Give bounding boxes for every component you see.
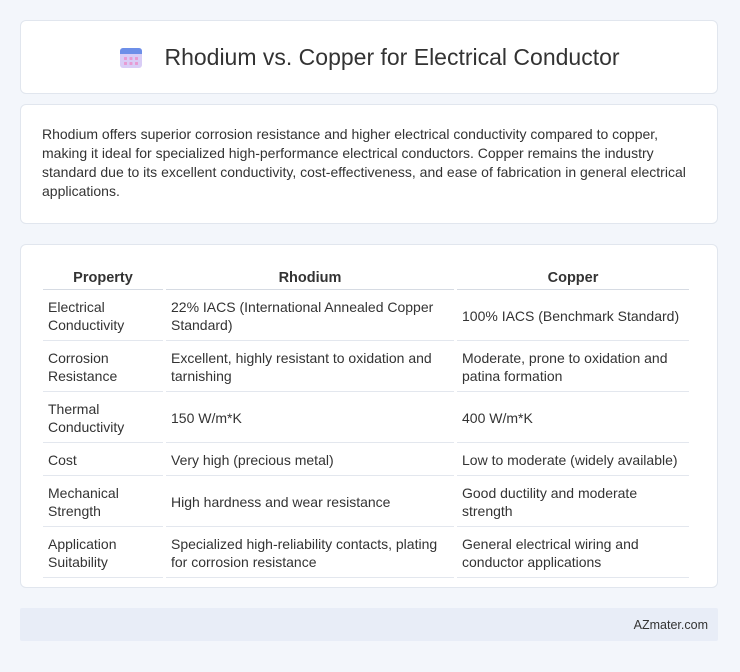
table-cell-rhodium: Very high (precious metal) [166,445,454,476]
footer [20,608,718,641]
table-cell-rhodium: Excellent, highly resistant to oxidation and tarnishing [166,343,454,392]
table-cell-property: Thermal Conductivity [43,394,163,443]
table-cell-copper: Moderate, prone to oxidation and patina formation [457,343,689,392]
table-cell-property: Cost [43,445,163,476]
table-cell-property: Electrical Conductivity [43,292,163,341]
table-cell-copper: Low to moderate (widely available) [457,445,689,476]
table-row [43,394,689,443]
table-row [43,445,689,476]
table-cell-property: Application Suitability [43,529,163,578]
comparison-table [40,265,692,580]
header-rhodium: Rhodium [166,267,454,290]
table-row [43,478,689,527]
table-cell-property: Corrosion Resistance [43,343,163,392]
calendar-icon [118,44,144,70]
table-cell-rhodium: Specialized high-reliability contacts, plating for corrosion resistance [166,529,454,578]
table-cell-rhodium: High hardness and wear resistance [166,478,454,527]
intro-card [20,104,718,224]
header-property: Property [43,267,163,290]
table-row [43,292,689,341]
comparison-card [20,244,718,588]
header-copper: Copper [457,267,689,290]
title-wrap [118,44,619,71]
table-cell-copper: General electrical wiring and conductor applications [457,529,689,578]
table-row [43,529,689,578]
table-cell-copper: 100% IACS (Benchmark Standard) [457,292,689,341]
title-card [20,20,718,94]
table-row [43,343,689,392]
table-cell-property: Mechanical Strength [43,478,163,527]
table-cell-rhodium: 22% IACS (International Annealed Copper Standard) [166,292,454,341]
intro-paragraph: Rhodium offers superior corrosion resistance and higher electrical conductivity compared to copper, making it ideal for specialized high-performance electrical conductors. Copper remains the industry standard due to its excellent conductivity, cost-effectiveness, and ease of fabrication in general electrical applications. [42,126,686,199]
page-title: Rhodium vs. Copper for Electrical Conductor [164,43,620,70]
table-cell-rhodium: 150 W/m*K [166,394,454,443]
table-cell-copper: Good ductility and moderate strength [457,478,689,527]
footer-site-link[interactable]: AZmater.com [633,617,708,632]
table-header-row [43,267,689,290]
table-cell-copper: 400 W/m*K [457,394,689,443]
